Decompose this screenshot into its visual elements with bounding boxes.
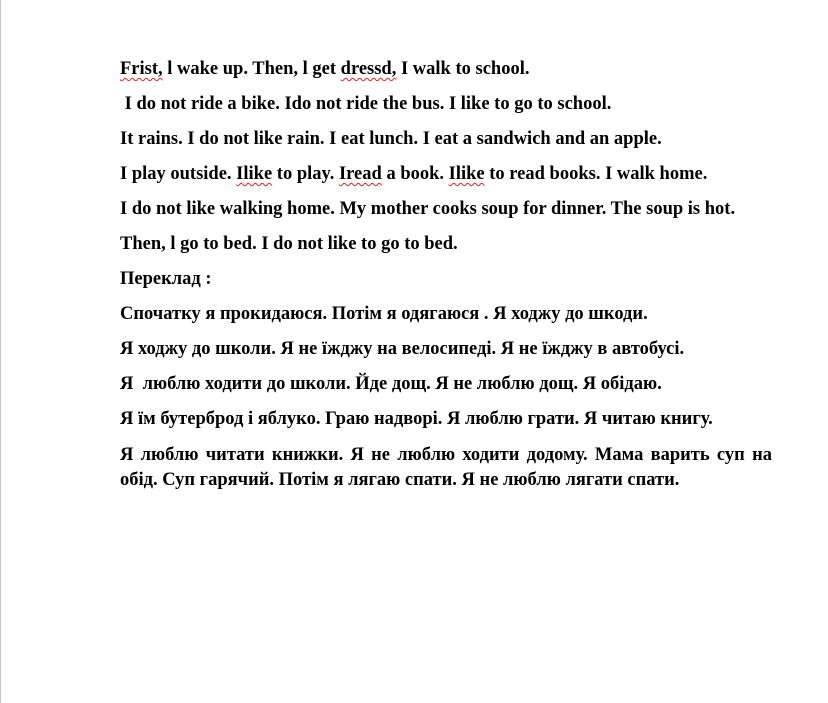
misspelled-word[interactable]: Ilike: [448, 164, 485, 184]
document-text: [120, 58, 772, 493]
ukrainian-line-3: Я люблю ходити до школи. Йде дощ. Я не люблю дощ. Я обідаю.: [120, 374, 662, 394]
english-line-5: I do not like walking home. My mother cooks soup for dinner. The soup is hot.: [120, 199, 736, 219]
text-run: to read books. I walk home.: [484, 164, 708, 184]
english-line-4: [120, 163, 772, 185]
text-run: I walk to school.: [396, 59, 530, 79]
text-run: l wake up. Then, l get: [162, 59, 341, 79]
text-run: I play outside.: [120, 164, 237, 184]
ukrainian-line-1: Спочатку я прокидаюся. Потім я одягаюся . Я ходжу до шкоди.: [120, 304, 648, 324]
ukrainian-paragraph-5: Я люблю читати книжки. Я не люблю ходити додому. Мама варить суп на обід. Суп гарячий. Потім я лягаю спати. Я не люблю лягати спати.: [120, 445, 772, 490]
text-run: to play.: [272, 164, 339, 184]
text-run: a book.: [381, 164, 449, 184]
english-line-1: [120, 58, 772, 80]
english-line-2: I do not ride a bike. Ido not ride the bus. I like to go to school.: [120, 94, 612, 114]
ukrainian-line-4: Я їм бутерброд і яблуко. Граю надворі. Я люблю грати. Я читаю книгу.: [120, 409, 713, 429]
misspelled-word[interactable]: Iread: [338, 164, 382, 184]
misspelled-word[interactable]: dressd,: [340, 59, 397, 79]
translation-heading: Переклад :: [120, 269, 212, 289]
misspelled-word[interactable]: Frist,: [120, 59, 163, 79]
misspelled-word[interactable]: Ilike: [236, 164, 273, 184]
english-line-3: It rains. I do not like rain. I eat lunch. I eat a sandwich and an apple.: [120, 129, 662, 149]
ukrainian-line-2: Я ходжу до школи. Я не їжджу на велосипеді. Я не їжджу в автобусі.: [120, 339, 685, 359]
english-line-6: Then, l go to bed. I do not like to go to bed.: [120, 234, 458, 254]
